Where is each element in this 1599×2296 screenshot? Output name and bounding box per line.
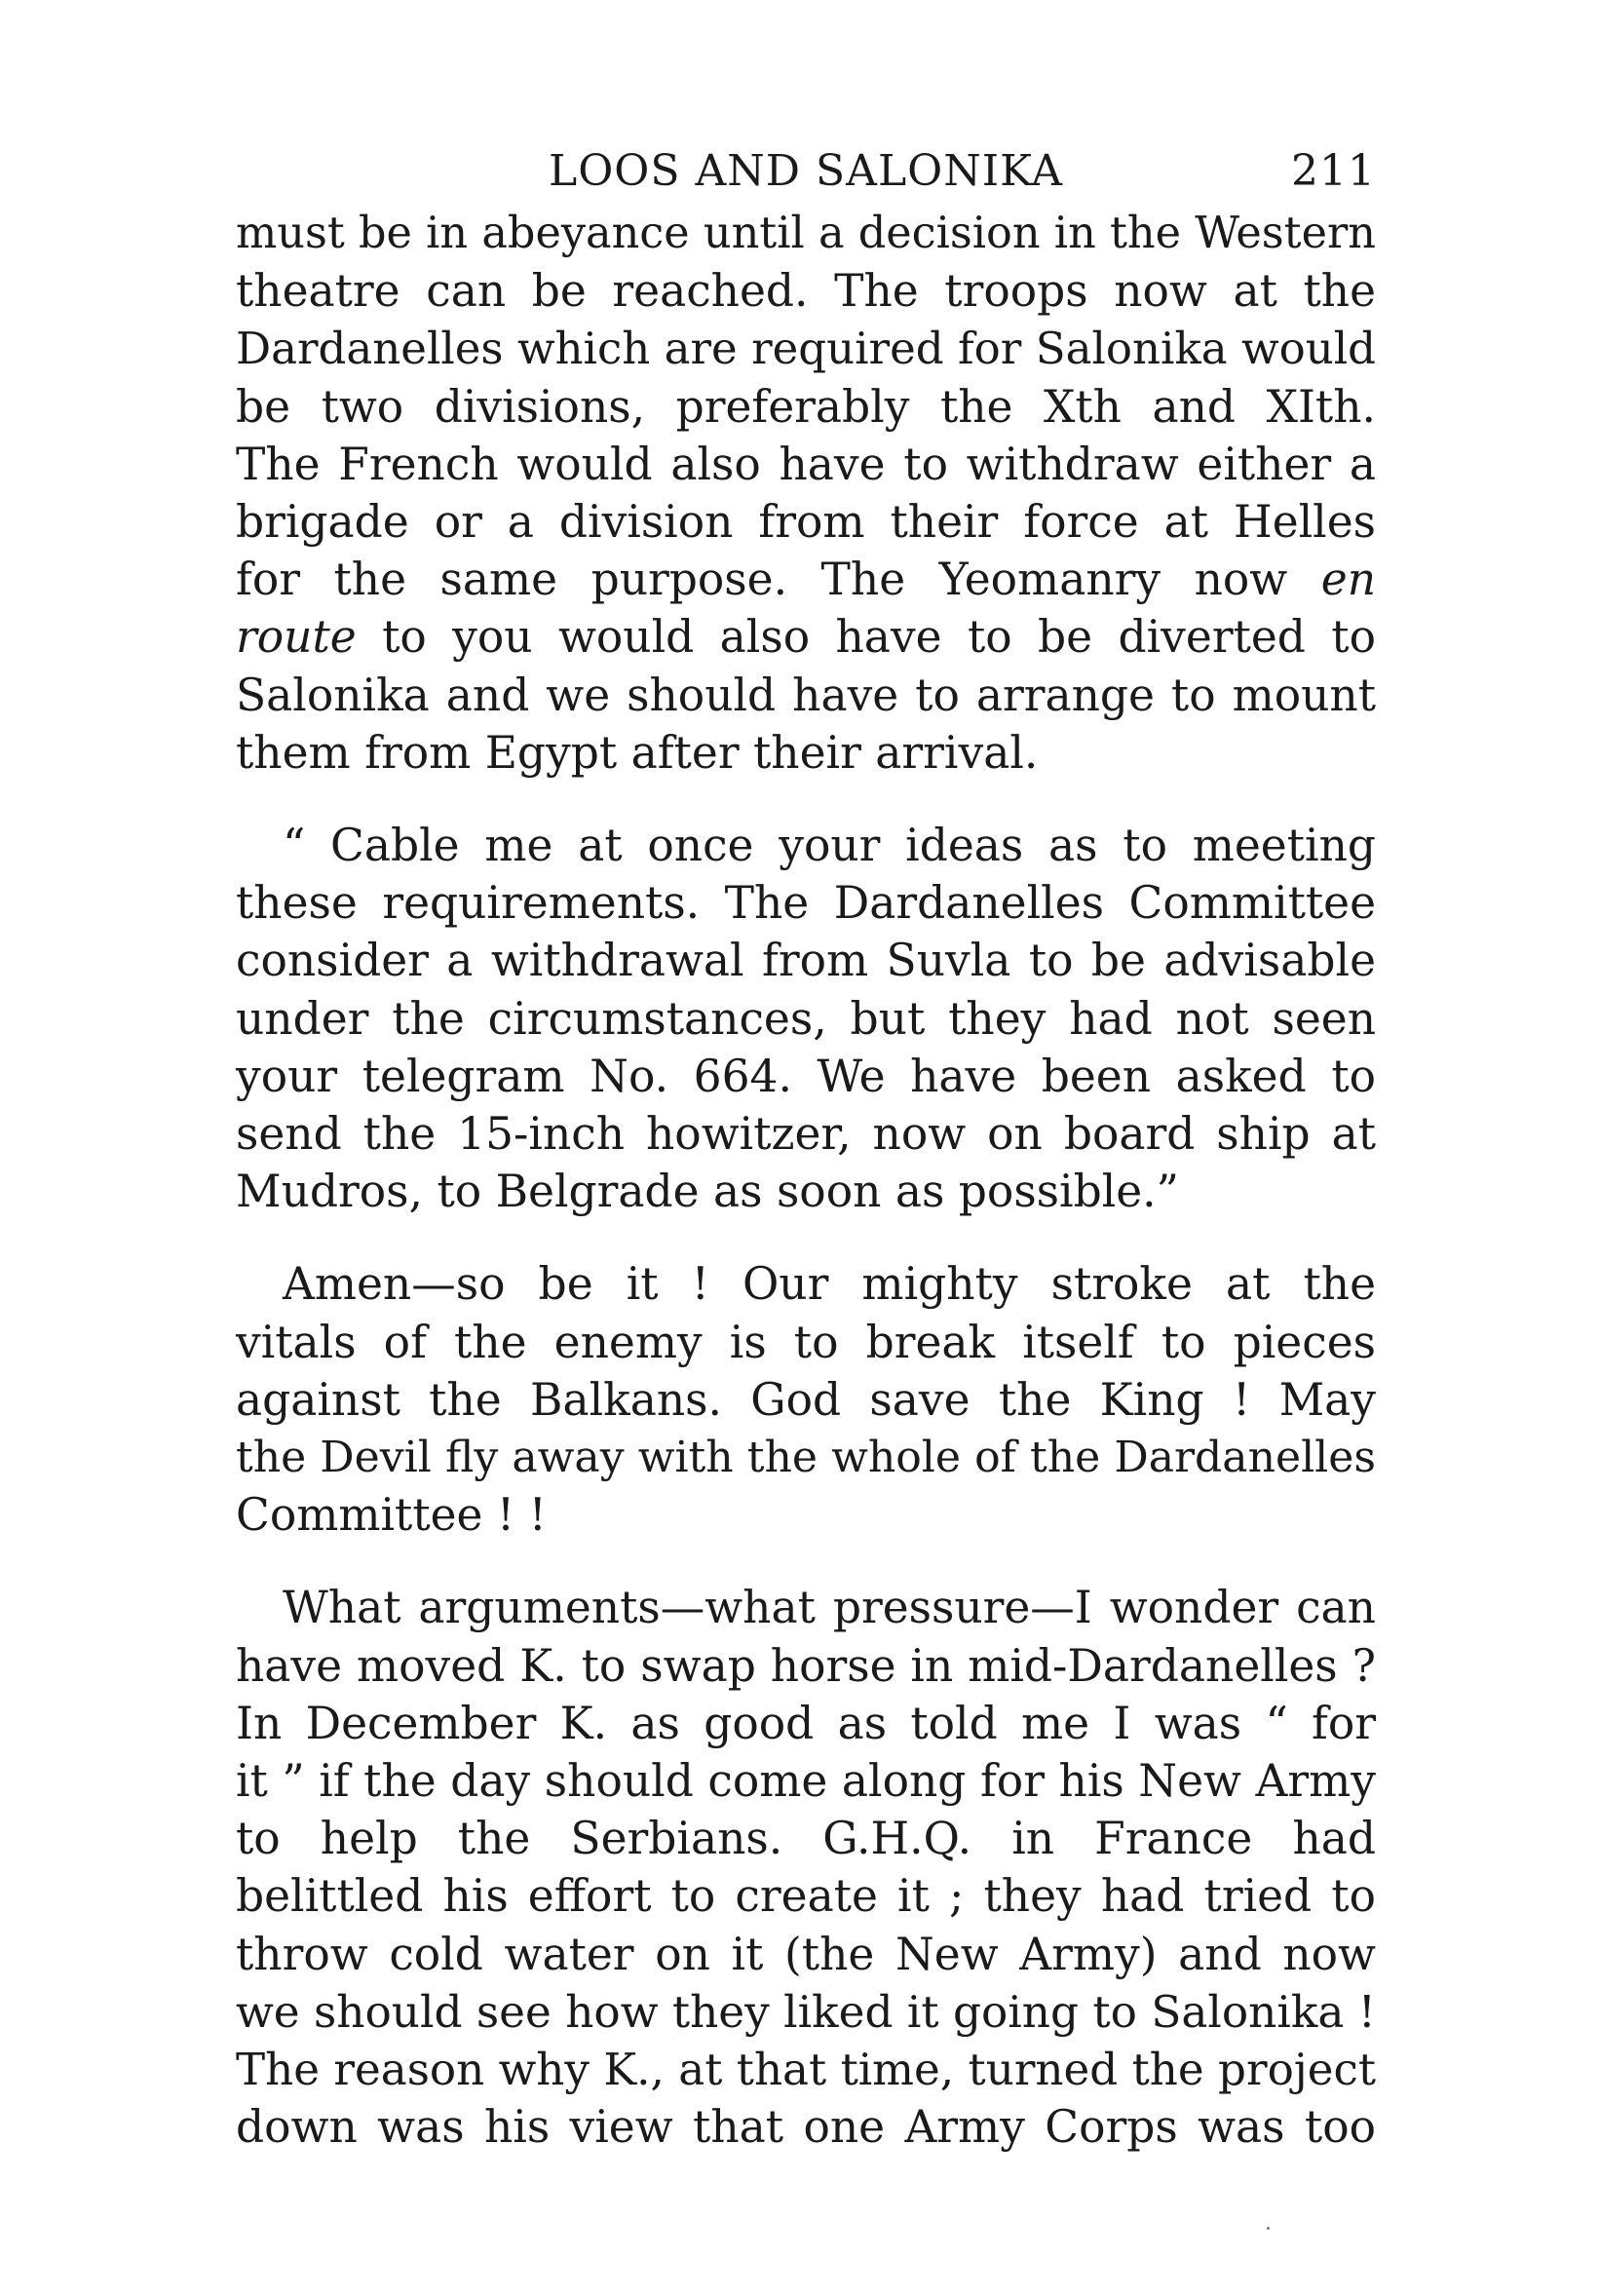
paragraph-1 (236, 205, 1376, 782)
text-line: The French would also have to withdraw either a (236, 438, 1376, 490)
paragraph-gap (236, 1220, 1376, 1255)
text-line: be two divisions, preferably the Xth and XIth. (236, 380, 1376, 433)
text-line: down was his view that one Army Corps was too (236, 2101, 1376, 2154)
text-line: brigade or a division from their force at Helles (236, 496, 1376, 549)
text-line: to help the Serbians. G.H.Q. in France had (236, 1813, 1376, 1865)
text-line: throw cold water on it (the New Army) and now (236, 1928, 1376, 1980)
paper-speck (1267, 2227, 1270, 2230)
text-line: against the Balkans. God save the King ! May (236, 1373, 1376, 1426)
text-line: Amen—so be it ! Our mighty stroke at the (283, 1258, 1376, 1311)
page-number: 211 (1291, 146, 1376, 196)
text-line: Salonika and we should have to arrange to mount (236, 669, 1376, 721)
text-line: “ Cable me at once your ideas as to meeting (283, 820, 1376, 872)
paragraph-2 (236, 817, 1376, 1220)
text-line: we should see how they liked it going to Salonika ! (236, 1985, 1376, 2038)
text-line: the Devil fly away with the whole of the Dardanelles (236, 1433, 1376, 1483)
text-line: Dardanelles which are required for Salonika would (236, 323, 1376, 375)
paragraph-3 (236, 1255, 1376, 1544)
text-line: them from Egypt after their arrival. (236, 726, 1039, 779)
paragraph-gap (236, 1544, 1376, 1579)
text-line: have moved K. to swap horse in mid-Dardanelles ? (236, 1639, 1376, 1692)
running-head (236, 146, 1376, 205)
paragraph-4 (236, 1579, 1376, 2156)
text-line: consider a withdrawal from Suvla to be advisable (236, 935, 1376, 987)
text-line: for the same purpose. The Yeomanry now en (236, 554, 1376, 606)
book-page (236, 146, 1376, 2157)
text-line: send the 15-inch howitzer, now on board ship at (236, 1108, 1376, 1161)
text-line: Committee ! ! (236, 1489, 547, 1542)
text-line: your telegram No. 664. We have been asked to (236, 1050, 1376, 1102)
text-line: vitals of the enemy is to break itself to pieces (236, 1316, 1376, 1368)
text-line: Mudros, to Belgrade as soon as possible.” (236, 1166, 1179, 1218)
text-line: these requirements. The Dardanelles Committee (236, 877, 1376, 930)
text-line: must be in abeyance until a decision in the Western (236, 208, 1376, 258)
text-line: under the circumstances, but they had not seen (236, 992, 1376, 1045)
text-line: In December K. as good as told me I was “ for (236, 1697, 1376, 1749)
text-line: The reason why K., at that time, turned the project (236, 2044, 1376, 2096)
text-line: route to you would also have to be diverted to (236, 611, 1376, 664)
text-line: What arguments—what pressure—I wonder can (283, 1582, 1376, 1634)
text-line: belittled his effort to create it ; they had tried to (236, 1870, 1376, 1923)
paragraph-gap (236, 782, 1376, 817)
text-line: theatre can be reached. The troops now at the (236, 265, 1376, 318)
running-title: LOOS AND SALONIKA (549, 146, 1063, 196)
text-line: it ” if the day should come along for his New Army (236, 1755, 1376, 1808)
